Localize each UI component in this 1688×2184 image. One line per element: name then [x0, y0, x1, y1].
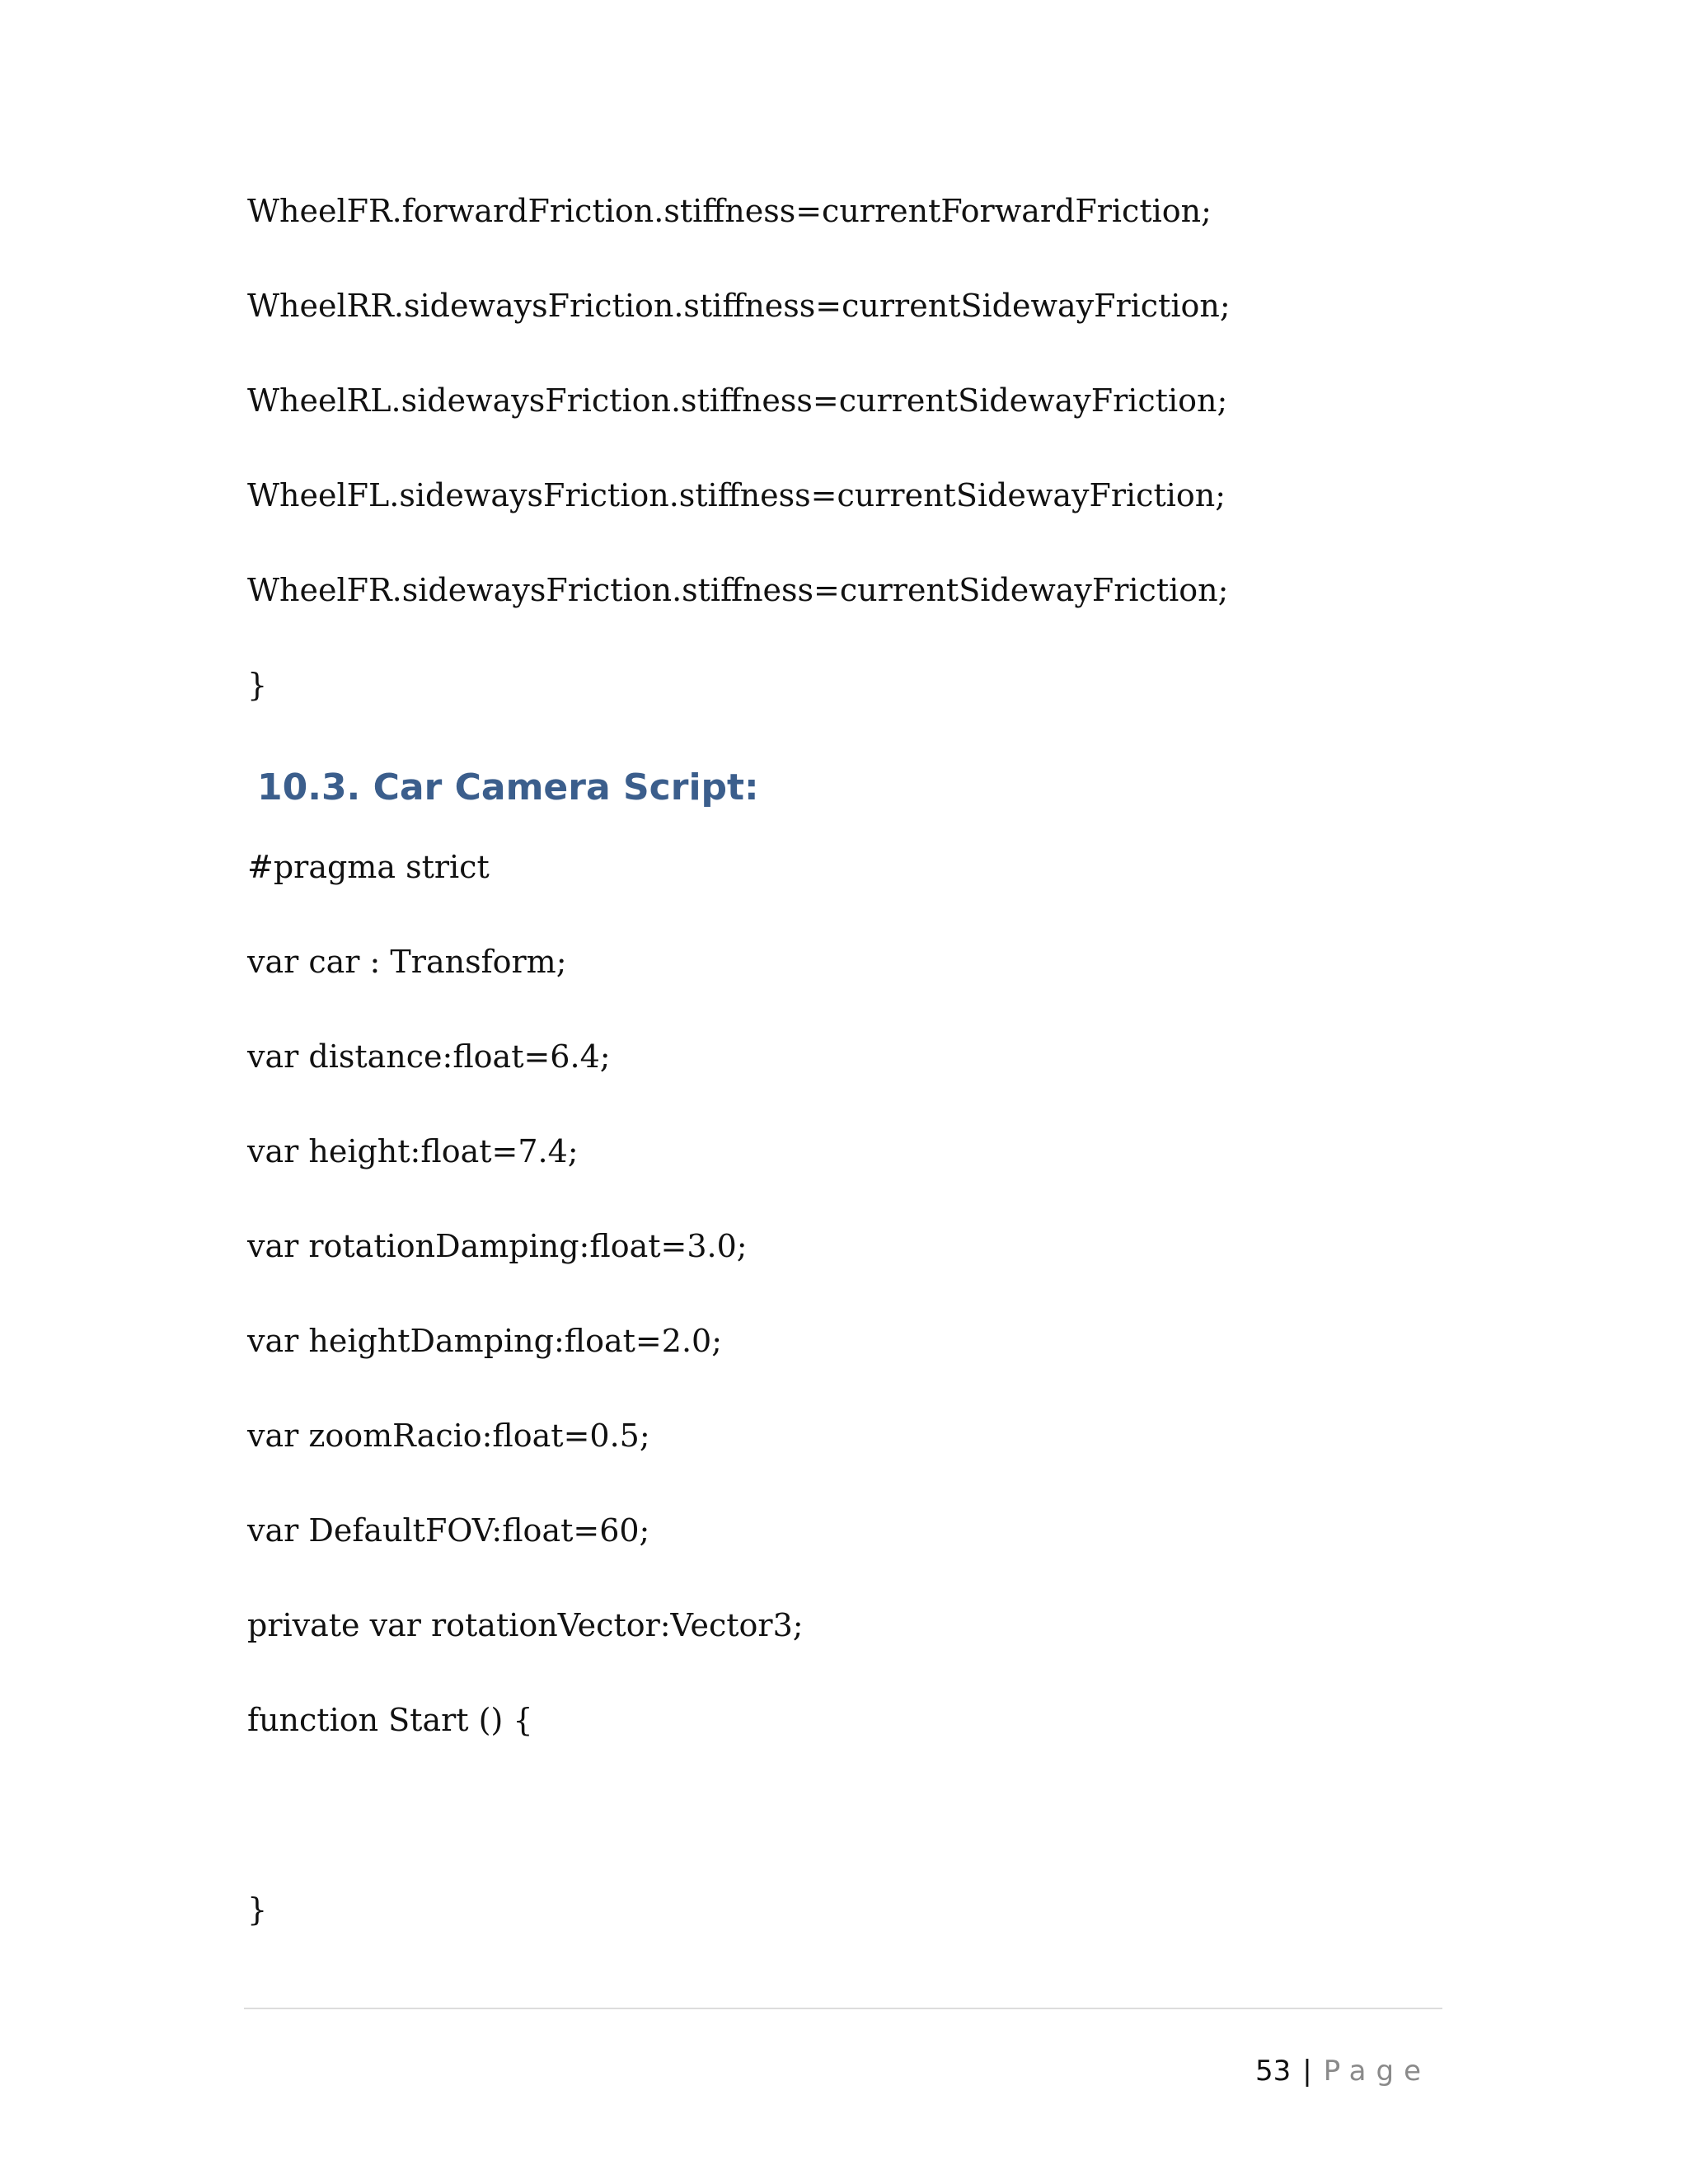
closing-brace: }: [247, 667, 268, 703]
code-line: var distance:float=6.4;: [247, 1038, 611, 1075]
code-line: private var rotationVector:Vector3;: [247, 1607, 804, 1643]
code-line: WheelRR.sidewaysFriction.stiffness=currentSidewayFriction;: [247, 288, 1231, 324]
code-line: var heightDamping:float=2.0;: [247, 1323, 723, 1359]
section-heading: 10.3. Car Camera Script:: [257, 766, 759, 808]
footer-separator: |: [1302, 2055, 1312, 2088]
code-line: var rotationDamping:float=3.0;: [247, 1228, 748, 1264]
code-line: WheelFR.forwardFriction.stiffness=currentForwardFriction;: [247, 193, 1212, 229]
code-line: var height:float=7.4;: [247, 1133, 579, 1169]
page-number: 53: [1254, 2055, 1292, 2088]
code-line: var car : Transform;: [247, 944, 567, 980]
code-line: WheelFL.sidewaysFriction.stiffness=currentSidewayFriction;: [247, 477, 1226, 513]
page-footer: [1220, 2012, 1431, 2130]
closing-brace: }: [247, 1891, 268, 1928]
footer-divider: [244, 2008, 1442, 2009]
code-line: function Start () {: [247, 1702, 533, 1738]
page-label: Page: [1323, 2055, 1431, 2088]
code-line: WheelRL.sidewaysFriction.stiffness=currentSidewayFriction;: [247, 382, 1228, 419]
code-line: WheelFR.sidewaysFriction.stiffness=currentSidewayFriction;: [247, 572, 1229, 608]
code-line: #pragma strict: [247, 849, 490, 885]
code-line: var DefaultFOV:float=60;: [247, 1512, 650, 1549]
code-line: var zoomRacio:float=0.5;: [247, 1418, 650, 1454]
